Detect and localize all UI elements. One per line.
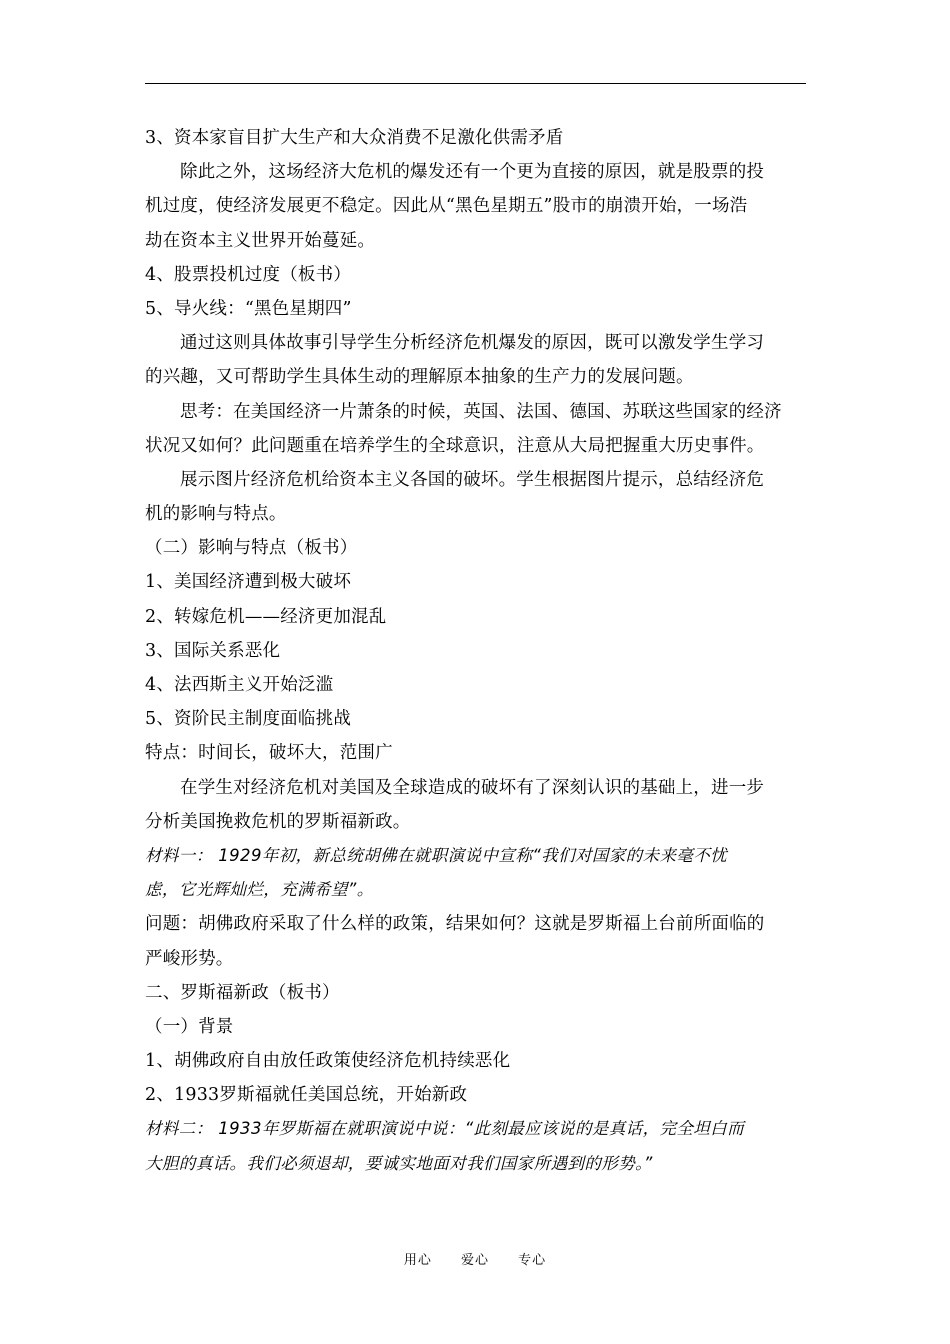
footer-word: 爱心 — [460, 1253, 489, 1268]
paragraph-line: 除此之外，这场经济大危机的爆发还有一个更为直接的原因，就是股票的投 — [180, 162, 765, 183]
list-item: 5、导火线：“黑色星期四” — [145, 298, 352, 319]
section-heading: （二）影响与特点（板书） — [145, 538, 358, 559]
page-footer — [0, 1249, 950, 1268]
list-item: 1、胡佛政府自由放任政策使经济危机持续恶化 — [145, 1051, 511, 1072]
paragraph-line: 状况又如何？此问题重在培养学生的全球意识，注意从大局把握重大历史事件。 — [145, 435, 765, 456]
header-rule — [145, 83, 806, 84]
paragraph-line: 机的影响与特点。 — [145, 504, 287, 525]
list-item: 3、国际关系恶化 — [145, 640, 281, 661]
list-item: 2、转嫁危机——经济更加混乱 — [145, 606, 387, 627]
paragraph-line: 严峻形势。 — [145, 948, 234, 969]
material-quote-line: 材料二： 1933年罗斯福在就职演说中说：“此刻最应该说的是真话，完全坦白而 — [145, 1119, 744, 1139]
paragraph-line: 分析美国挽救危机的罗斯福新政。 — [145, 811, 411, 832]
material-quote-line: 虑，它光辉灿烂，充满希望”。 — [145, 880, 374, 900]
paragraph-line: 劫在资本主义世界开始蔓延。 — [145, 230, 376, 251]
list-item: 2、1933罗斯福就任美国总统，开始新政 — [145, 1085, 468, 1106]
list-item: 1、美国经济遭到极大破坏 — [145, 572, 352, 593]
paragraph-line: 在学生对经济危机对美国及全球造成的破坏有了深刻认识的基础上，进一步 — [180, 777, 765, 798]
list-item: 3、资本家盲目扩大生产和大众消费不足激化供需矛盾 — [145, 128, 564, 148]
list-item: 4、股票投机过度（板书） — [145, 264, 352, 285]
paragraph-line: 问题：胡佛政府采取了什么样的政策，结果如何？这就是罗斯福上台前所面临的 — [145, 914, 765, 935]
list-item: 4、法西斯主义开始泛滥 — [145, 675, 334, 695]
paragraph-line: 通过这则具体故事引导学生分析经济危机爆发的原因，既可以激发学生学习 — [180, 333, 765, 354]
paragraph-line: 的兴趣，又可帮助学生具体生动的理解原本抽象的生产力的发展问题。 — [145, 367, 694, 388]
material-quote-line: 材料一： 1929年初，新总统胡佛在就职演说中宣称“我们对国家的未来毫不忧 — [145, 845, 728, 865]
footer-word: 专心 — [518, 1253, 547, 1268]
section-heading: （一）背景 — [145, 1016, 234, 1037]
material-quote-line: 大胆的真话。我们必须退却，要诚实地面对我们国家所遇到的形势。” — [145, 1153, 653, 1173]
list-item: 5、资阶民主制度面临挑战 — [145, 709, 352, 730]
list-item: 特点：时间长，破坏大，范围广 — [145, 743, 393, 764]
footer-word: 用心 — [403, 1253, 432, 1268]
paragraph-line: 思考：在美国经济一片萧条的时候，英国、法国、德国、苏联这些国家的经济 — [180, 401, 782, 422]
paragraph-line: 展示图片经济危机给资本主义各国的破坏。学生根据图片提示，总结经济危 — [180, 469, 765, 490]
section-heading: 二、罗斯福新政（板书） — [145, 982, 340, 1003]
paragraph-line: 机过度，使经济发展更不稳定。因此从“黑色星期五”股市的崩溃开始，一场浩 — [145, 196, 748, 217]
document-body — [145, 121, 807, 1181]
